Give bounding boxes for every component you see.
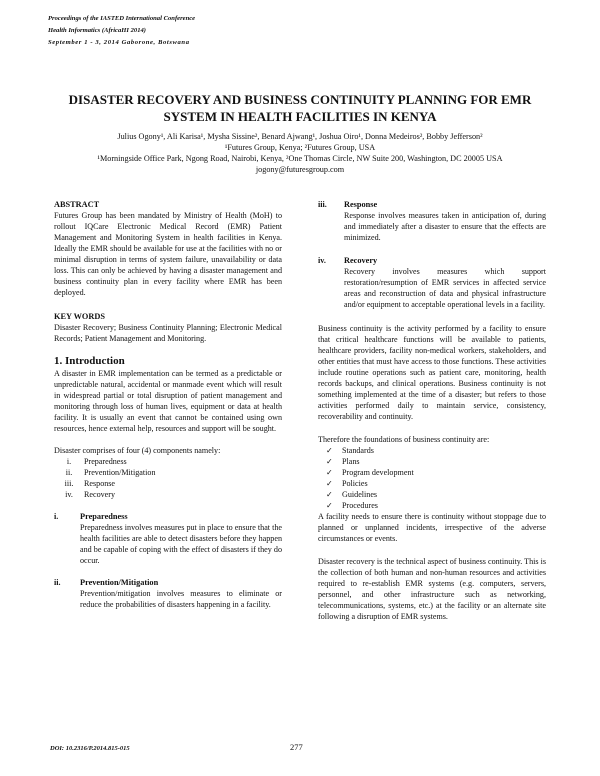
disaster-recovery-text: Disaster recovery is the technical aspect of business continuity. This is the collection of both human and non-human resources and activities required to re-establish EMR systems (e.g. computers, servers, personnel, and other infrastructure such as networking, telecommunications, systems, etc.) at the facility or an alternate site following a disruption of EMR systems. bbox=[318, 557, 546, 621]
check-icon: ✓ bbox=[326, 468, 333, 477]
list-item: iv. Recovery bbox=[65, 490, 116, 499]
list-item: ii. Prevention/Mitigation bbox=[65, 468, 156, 477]
introduction-heading: 1. Introduction bbox=[54, 355, 125, 367]
doi-line: DOI: 10.2316/P.2014.815-015 bbox=[50, 745, 130, 752]
proceedings-line: Proceedings of the IASTED International Conference bbox=[48, 15, 196, 22]
page-number: 277 bbox=[290, 742, 303, 752]
abstract-heading: ABSTRACT bbox=[54, 200, 100, 209]
preparedness-heading: i. Preparedness bbox=[54, 512, 128, 521]
prevention-text: Prevention/mitigation involves measures to eliminate or reduce the probabilities of disasters happening in a facility. bbox=[80, 589, 282, 609]
prevention-heading: ii. Prevention/Mitigation bbox=[54, 578, 159, 587]
check-icon: ✓ bbox=[326, 501, 333, 510]
check-icon: ✓ bbox=[326, 490, 333, 499]
keywords-heading: KEY WORDS bbox=[54, 312, 105, 321]
foundations-intro: Therefore the foundations of business continuity are: bbox=[318, 435, 490, 444]
paper-title bbox=[40, 91, 560, 125]
list-item: ✓ Policies bbox=[326, 479, 368, 488]
check-icon: ✓ bbox=[326, 457, 333, 466]
business-continuity-text: Business continuity is the activity performed by a facility to ensure that critical healthcare functions will be available to patients, healthcare providers, facility non-medical workers, stakeholders, and other entities that must have access to those functions. These activities include routine operations such as patient care, monitoring, health records backups, and clinical operations. Business continuity is not something implemented at the time of a disaster; but refers to those activities performed daily to maintain service, consistency, recoverability and continuity. bbox=[318, 324, 546, 421]
introduction-text: A disaster in EMR implementation can be termed as a predictable or unpredictable natural, accidental or manmade event which will result in widespread partial or total disruption of patient management and monitoring through loss of human lives, equipment or data at health facility. It is usually an event that cannot be contained using own resources, hence external help, resources and support will be sought. bbox=[54, 369, 282, 433]
response-text: Response involves measures taken in anticipation of, during and immediately after a disaster to ensure that the effects are minimized. bbox=[344, 211, 546, 242]
left-column bbox=[54, 199, 282, 610]
author-email: jogony@futuresgroup.com bbox=[255, 165, 345, 174]
list-item: ✓ Standards bbox=[326, 446, 374, 455]
list-item: i. Preparedness bbox=[66, 457, 127, 466]
recovery-heading: iv. Recovery bbox=[318, 256, 378, 265]
list-item: ✓ Procedures bbox=[326, 501, 378, 510]
keywords-text: Disaster Recovery; Business Continuity Planning; Electronic Medical Records; Patient Management and Monitoring. bbox=[54, 323, 282, 343]
right-column bbox=[318, 199, 546, 622]
title-line-1: DISASTER RECOVERY AND BUSINESS CONTINUITY PLANNING FOR EMR bbox=[68, 92, 532, 107]
check-icon: ✓ bbox=[326, 446, 333, 455]
facility-continuity-text: A facility needs to ensure there is continuity without stoppage due to planned or unplanned incidents, irrespective of the adverse circumstances or events. bbox=[318, 512, 546, 543]
list-item: ✓ Plans bbox=[326, 457, 360, 466]
response-heading: iii. Response bbox=[318, 200, 378, 209]
foundations-list bbox=[318, 445, 546, 511]
date-location-line: September 1 - 3, 2014 Gaborone, Botswana bbox=[48, 39, 190, 46]
abstract-text: Futures Group has been mandated by Ministry of Health (MoH) to rollout IQCare Electronic Medical Record (EMR) Patient Management and Monitoring System in health facilities in Kenya. Ideally the EMR should be available for use at the facilities with no or minimal disruption in terms of system failure, unavailability or data loss. This can only be achieved by having a disaster management and business continuity plan in every facility where EMR has been deployed. bbox=[54, 211, 282, 297]
check-icon: ✓ bbox=[326, 479, 333, 488]
affiliation-line-2: ¹Morningside Office Park, Ngong Road, Nairobi, Kenya, ²One Thomas Circle, NW Suite 200, Washington, DC 20005 USA bbox=[97, 154, 503, 163]
title-line-2: SYSTEM IN HEALTH FACILITIES IN KENYA bbox=[163, 109, 437, 124]
list-item: iii. Response bbox=[64, 479, 116, 488]
list-item: ✓ Program development bbox=[326, 468, 414, 477]
list-item: ✓ Guidelines bbox=[326, 490, 378, 499]
components-list bbox=[54, 456, 282, 500]
preparedness-text: Preparedness involves measures put in place to ensure that the health facilities are able to detect disasters before they happen and be capable of coping with the effect of disasters if they do occur. bbox=[80, 523, 282, 565]
affiliation-line-1: ¹Futures Group, Kenya; ²Futures Group, USA bbox=[224, 143, 376, 152]
conference-line: Health Informatics (AfricaHI 2014) bbox=[48, 27, 146, 34]
author-list: Julius Ogony¹, Ali Karisa¹, Mysha Sissine², Benard Ajwang¹, Joshua Oiro¹, Donna Medeiros², Bobby Jefferson² bbox=[117, 132, 483, 141]
recovery-text: Recovery involves measures which support restoration/resumption of EMR services in affected service areas and reconstruction of data and physical infrastructure and/or equipment to acceptable operational levels in a facility. bbox=[344, 267, 546, 309]
components-intro: Disaster comprises of four (4) components namely: bbox=[54, 446, 221, 455]
